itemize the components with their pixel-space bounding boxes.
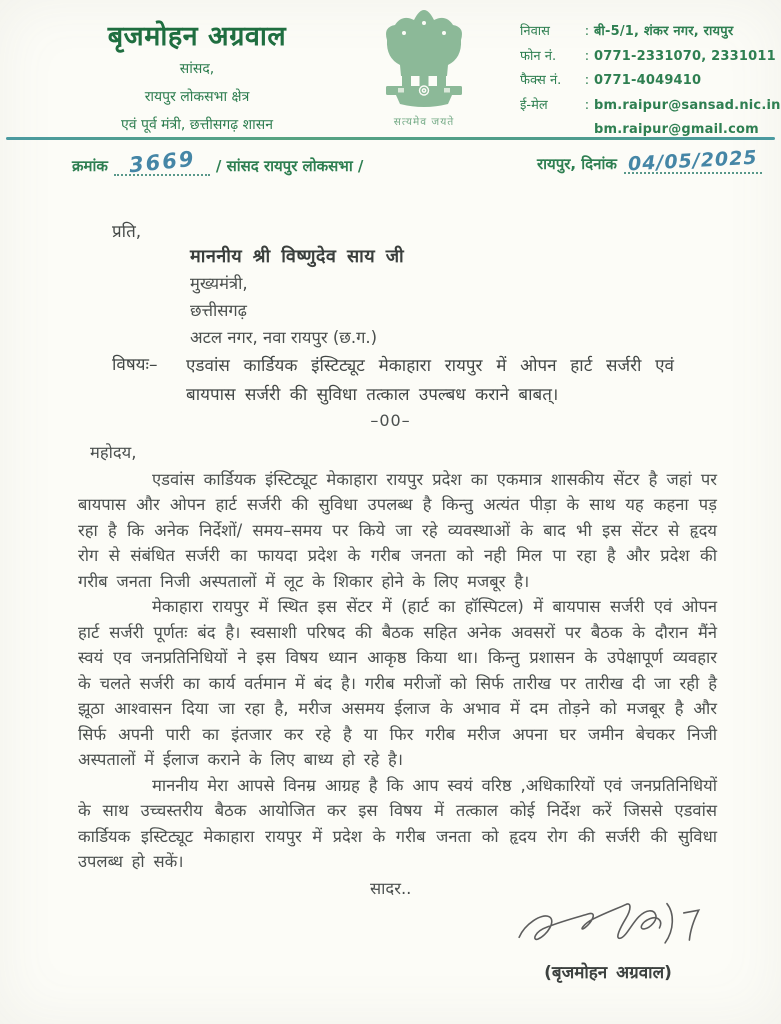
place-date-label: रायपुर, दिनांक bbox=[537, 155, 617, 173]
contact-separator: : bbox=[584, 73, 590, 88]
contact-row-phone bbox=[520, 45, 781, 70]
letterhead-contact-block bbox=[520, 20, 781, 143]
contact-row-residence bbox=[520, 20, 781, 45]
to-label: प्रति, bbox=[112, 222, 142, 242]
closing-word: सादर.. bbox=[370, 878, 412, 898]
signatory-name: (बृजमोहन अग्रवाल) bbox=[544, 963, 672, 983]
signature-scribble-icon bbox=[503, 941, 713, 960]
signature-block bbox=[498, 898, 718, 983]
contact-value: bm.raipur@gmail.com bbox=[594, 122, 759, 137]
subject-text: एडवांस कार्डियक इंस्टिट्यूट मेकाहारा रायपुर में ओपन हार्ट सर्जरी एवं बायपास सर्जरी की सुविधा तत्काल उपल्बध कराने बाबत्। bbox=[186, 356, 674, 405]
serial-underline bbox=[114, 146, 210, 178]
date-underline bbox=[624, 146, 762, 176]
sender-title-3: एवं पूर्व मंत्री, छत्तीसगढ़ शासन bbox=[121, 117, 273, 133]
sender-title-2: रायपुर लोकसभा क्षेत्र bbox=[144, 89, 250, 105]
sender-title-1: सांसद, bbox=[179, 61, 215, 77]
contact-separator: : bbox=[584, 97, 590, 113]
contact-label: फोन नं. bbox=[520, 48, 557, 64]
place-date-row bbox=[537, 146, 762, 176]
body-paragraph-3: माननीय मेरा आपसे विनम्र आग्रह है कि आप स्वयं वरिष्ठ ,अधिकारियों एवं जनप्रतिनिधियों के साथ उच्चस्तरीय बैठक आयोजित कर इस विषय में तत्काल कोई निर्देश करें जिससे एडवांस कार्डियक इस्टिट्यूट मेकाहारा रायपुर में प्रदेश के गरीब जनता को हृदय रोग की सर्जरी की सुविधा उपलब्ध हो सकें। bbox=[78, 775, 717, 871]
contact-label: फैक्स नं. bbox=[520, 73, 562, 88]
recipient-state: छत्तीसगढ़ bbox=[190, 301, 247, 320]
contact-value: 0771-4049410 bbox=[594, 73, 702, 88]
contact-label: निवास bbox=[520, 24, 550, 39]
letterhead-divider-line bbox=[6, 137, 775, 140]
emblem-caption: सत्यमेव जयते bbox=[393, 116, 455, 128]
body-paragraph-1: एडवांस कार्डियक इंस्टिट्यूट मेकाहारा रायपुर प्रदेश का एकमात्र शासकीय सेंटर है जहां पर बायपास और ओपन हार्ट सर्जरी की सुविधा उपलब्ध है किन्तु अत्यंत पीड़ा के साथ यह कहना पड़ रहा है कि अनेक निर्देशों/ समय–समय पर किये जा रहे व्यवस्थाओं के बाद भी इस सेंटर से हृदय रोग से संबंधित सर्जरी का फायदा प्रदेश के गरीब जनता को नही मिल पा रहा है और प्रदेश की गरीब जनता निजी अस्पतालों में लूट के शिकार होने के लिए मजबूर है। bbox=[78, 469, 717, 591]
ashoka-lion-capital-icon bbox=[368, 10, 480, 112]
body-salutation: महोदय, bbox=[90, 443, 137, 462]
recipient-designation: मुख्यमंत्री, bbox=[190, 274, 248, 293]
date-handwritten: 04/05/2025 bbox=[627, 146, 759, 176]
serial-label: क्रमांक bbox=[72, 157, 108, 175]
recipient-name: माननीय श्री विष्णुदेव साय जी bbox=[190, 246, 405, 267]
subject-label: विषयः– bbox=[112, 355, 158, 375]
letter-body bbox=[78, 440, 717, 901]
contact-separator: : bbox=[584, 48, 590, 64]
contact-label: ई-मेल bbox=[520, 97, 548, 113]
letterhead-sender-block bbox=[58, 16, 336, 137]
serial-suffix: / सांसद रायपुर लोकसभा / bbox=[215, 157, 364, 175]
contact-separator: : bbox=[584, 24, 590, 39]
recipient-address: अटल नगर, नवा रायपुर (छ.ग.) bbox=[190, 328, 378, 347]
recipient-block bbox=[190, 243, 404, 351]
serial-number-handwritten: 3669 bbox=[127, 146, 197, 178]
reference-number-row bbox=[72, 146, 364, 178]
ashoka-emblem bbox=[368, 10, 480, 129]
contact-value: बी-5/1, शंकर नगर, रायपुर bbox=[594, 24, 734, 39]
sender-name: बृजमोहन अग्रवाल bbox=[107, 21, 287, 52]
subject-row bbox=[112, 352, 674, 410]
body-paragraph-2: मेकाहारा रायपुर में स्थित इस सेंटर में (हार्ट का हॉस्पिटल) में बायपास सर्जरी एवं ओपन हार्ट सर्जरी पूर्णतः बंद है। स्वसाशी परिषद की बैठक सहित अनेक अवसरों पर बैठक के दौरान मैंने स्वयं एव जनप्रतिनिधियों ने इस विषय ध्यान आकृष्ठ किया था। किन्तु प्रशासन के उपेक्षापूर्ण व्यवहार के चलते सर्जरी का कार्य वर्तमान में बंद है। गरीब मरीजों को सिर्फ तारीख पर तारीख दी जा रही है झूठा आश्वासन दिया जा रहा है, मरीज असमय ईलाज के अभाव में दम तोड़ने को मजबूर है और सिर्फ अपनी पारी का इंतजार कर रहे है या फिर गरीब मरीज अपना घर जमीन बेचकर निजी अस्पतालों में ईलाज कराने के लिए बाध्य हो रहे है। bbox=[78, 597, 717, 769]
contact-value: 0771-2331070, 2331011 bbox=[594, 48, 776, 64]
contact-row-email bbox=[520, 94, 781, 119]
contact-value: bm.raipur@sansad.nic.in bbox=[594, 97, 781, 113]
contact-row-fax bbox=[520, 69, 781, 94]
subject-separator: –00– bbox=[370, 411, 411, 430]
